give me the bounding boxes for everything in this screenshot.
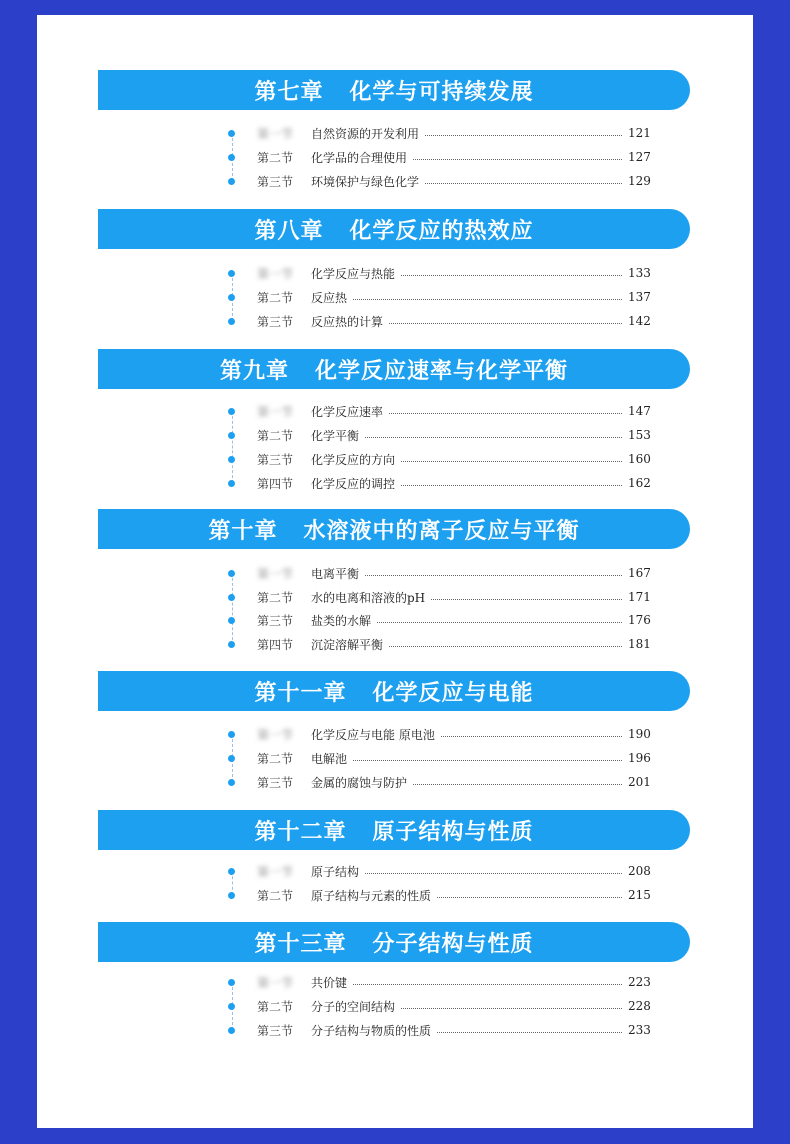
dot-leader <box>353 760 622 761</box>
page-number: 147 <box>628 404 651 418</box>
section-label: 第二节 <box>257 999 294 1014</box>
page-number: 160 <box>628 452 651 466</box>
toc-entry[interactable] <box>228 725 650 743</box>
bullet-dot <box>228 432 235 439</box>
page-number: 142 <box>628 314 651 328</box>
section-label: 第一节 <box>257 727 294 742</box>
bullet-dot <box>228 641 235 648</box>
toc-entry[interactable] <box>228 973 650 991</box>
toc-entry[interactable] <box>228 124 650 142</box>
section-title: 分子的空间结构 <box>311 999 396 1014</box>
dot-leader <box>431 599 622 600</box>
dot-leader <box>437 1032 622 1033</box>
bullet-dot <box>228 456 235 463</box>
bullet-dot <box>228 480 235 487</box>
chapter-header <box>98 70 690 110</box>
page-number: 228 <box>628 999 651 1013</box>
chapter-number: 第十章 <box>208 518 278 544</box>
bullet-dot <box>228 779 235 786</box>
section-label: 第二节 <box>257 428 294 443</box>
section-label: 第一节 <box>257 975 294 990</box>
dot-leader <box>401 485 622 486</box>
section-title: 盐类的水解 <box>311 613 372 628</box>
dot-leader <box>365 873 622 874</box>
chapter-number: 第十二章 <box>254 819 347 845</box>
dot-leader <box>425 183 622 184</box>
toc-entry[interactable] <box>228 997 650 1015</box>
section-label: 第三节 <box>257 314 294 329</box>
page-number: 223 <box>628 975 651 989</box>
dot-leader <box>401 275 622 276</box>
page-number: 196 <box>628 751 651 765</box>
page-number: 162 <box>628 476 651 490</box>
bullet-dot <box>228 617 235 624</box>
dot-leader <box>377 622 622 623</box>
chapter-header <box>98 810 690 850</box>
bullet-dot <box>228 731 235 738</box>
toc-entry[interactable] <box>228 862 650 880</box>
page-number: 129 <box>628 174 651 188</box>
toc-entry[interactable] <box>228 426 650 444</box>
bullet-dot <box>228 755 235 762</box>
page-number: 176 <box>628 613 651 627</box>
page-number: 137 <box>628 290 651 304</box>
section-title: 化学反应的方向 <box>311 452 396 467</box>
chapter-title: 化学与可持续发展 <box>349 79 534 105</box>
page-number: 127 <box>628 150 651 164</box>
toc-entry[interactable] <box>228 1021 650 1039</box>
bullet-dot <box>228 130 235 137</box>
dot-leader <box>365 437 622 438</box>
dot-leader <box>425 135 622 136</box>
toc-entry[interactable] <box>228 148 650 166</box>
dot-leader <box>353 984 622 985</box>
section-label: 第一节 <box>257 266 294 281</box>
section-title: 原子结构与元素的性质 <box>311 888 432 903</box>
toc-entry[interactable] <box>228 886 650 904</box>
section-label: 第三节 <box>257 174 294 189</box>
bullet-dot <box>228 178 235 185</box>
section-label: 第二节 <box>257 751 294 766</box>
page-number: 153 <box>628 428 651 442</box>
page-number: 133 <box>628 266 651 280</box>
section-title: 化学反应速率 <box>311 404 384 419</box>
section-label: 第三节 <box>257 613 294 628</box>
section-title: 分子结构与物质的性质 <box>311 1023 432 1038</box>
section-title: 化学品的合理使用 <box>311 150 408 165</box>
toc-entry[interactable] <box>228 450 650 468</box>
page-number: 201 <box>628 775 651 789</box>
dot-leader <box>441 736 622 737</box>
chapter-title: 化学反应速率与化学平衡 <box>315 358 569 384</box>
toc-entry[interactable] <box>228 402 650 420</box>
chapter-number: 第九章 <box>219 358 289 384</box>
bullet-dot <box>228 868 235 875</box>
page-number: 233 <box>628 1023 651 1037</box>
section-label: 第一节 <box>257 864 294 879</box>
section-title: 化学反应与热能 <box>311 266 396 281</box>
dot-leader <box>389 413 622 414</box>
bullet-dot <box>228 979 235 986</box>
section-title: 化学反应的调控 <box>311 476 396 491</box>
toc-entry[interactable] <box>228 588 650 606</box>
toc-entry[interactable] <box>228 474 650 492</box>
toc-entry[interactable] <box>228 264 650 282</box>
section-title: 原子结构 <box>311 864 360 879</box>
page-number: 171 <box>628 590 651 604</box>
chapter-number: 第十三章 <box>254 931 347 957</box>
chapter-number: 第八章 <box>254 218 324 244</box>
dot-leader <box>401 1008 622 1009</box>
section-label: 第四节 <box>257 637 294 652</box>
bullet-dot <box>228 154 235 161</box>
bullet-dot <box>228 270 235 277</box>
chapter-header <box>98 349 690 389</box>
section-label: 第二节 <box>257 888 294 903</box>
dot-leader <box>401 461 622 462</box>
section-label: 第一节 <box>257 566 294 581</box>
dot-leader <box>437 897 622 898</box>
dot-leader <box>389 646 622 647</box>
chapter-title: 化学反应与电能 <box>372 680 534 706</box>
section-label: 第一节 <box>257 126 294 141</box>
chapter-title: 水溶液中的离子反应与平衡 <box>303 518 580 544</box>
toc-entry[interactable] <box>228 312 650 330</box>
chapter-number: 第七章 <box>254 79 324 105</box>
section-title: 自然资源的开发利用 <box>311 126 420 141</box>
toc-entry[interactable] <box>228 611 650 629</box>
dot-leader <box>365 575 622 576</box>
toc-entry[interactable] <box>228 564 650 582</box>
section-title: 环境保护与绿色化学 <box>311 174 420 189</box>
section-title: 水的电离和溶液的pH <box>311 590 426 605</box>
section-title: 金属的腐蚀与防护 <box>311 775 408 790</box>
toc-entry[interactable] <box>228 773 650 791</box>
chapter-title: 原子结构与性质 <box>372 819 534 845</box>
page-number: 121 <box>628 126 651 140</box>
section-title: 电离平衡 <box>311 566 360 581</box>
section-label: 第三节 <box>257 775 294 790</box>
section-rail <box>232 411 233 483</box>
section-label: 第四节 <box>257 476 294 491</box>
dot-leader <box>353 299 622 300</box>
toc-entry[interactable] <box>228 172 650 190</box>
bullet-dot <box>228 570 235 577</box>
bullet-dot <box>228 294 235 301</box>
dot-leader <box>389 323 622 324</box>
page-number: 215 <box>628 888 651 902</box>
chapter-header <box>98 209 690 249</box>
section-title: 沉淀溶解平衡 <box>311 637 384 652</box>
bullet-dot <box>228 408 235 415</box>
section-title: 反应热的计算 <box>311 314 384 329</box>
section-title: 化学反应与电能 原电池 <box>311 727 435 742</box>
section-title: 共价键 <box>311 975 348 990</box>
chapter-number: 第十一章 <box>254 680 347 706</box>
section-label: 第三节 <box>257 452 294 467</box>
section-title: 反应热 <box>311 290 348 305</box>
bullet-dot <box>228 892 235 899</box>
toc-entry[interactable] <box>228 749 650 767</box>
toc-entry[interactable] <box>228 635 650 653</box>
page-number: 190 <box>628 727 651 741</box>
section-title: 电解池 <box>311 751 348 766</box>
chapter-header <box>98 671 690 711</box>
section-label: 第二节 <box>257 150 294 165</box>
bullet-dot <box>228 1003 235 1010</box>
section-title: 化学平衡 <box>311 428 360 443</box>
chapter-header <box>98 509 690 549</box>
bullet-dot <box>228 594 235 601</box>
dot-leader <box>413 784 622 785</box>
chapter-title: 化学反应的热效应 <box>349 218 534 244</box>
chapter-header <box>98 922 690 962</box>
page-number: 181 <box>628 637 651 651</box>
page-number: 208 <box>628 864 651 878</box>
bullet-dot <box>228 318 235 325</box>
section-label: 第二节 <box>257 290 294 305</box>
bullet-dot <box>228 1027 235 1034</box>
section-label: 第三节 <box>257 1023 294 1038</box>
dot-leader <box>413 159 622 160</box>
section-label: 第一节 <box>257 404 294 419</box>
section-label: 第二节 <box>257 590 294 605</box>
chapter-title: 分子结构与性质 <box>372 931 534 957</box>
toc-entry[interactable] <box>228 288 650 306</box>
page-number: 167 <box>628 566 651 580</box>
